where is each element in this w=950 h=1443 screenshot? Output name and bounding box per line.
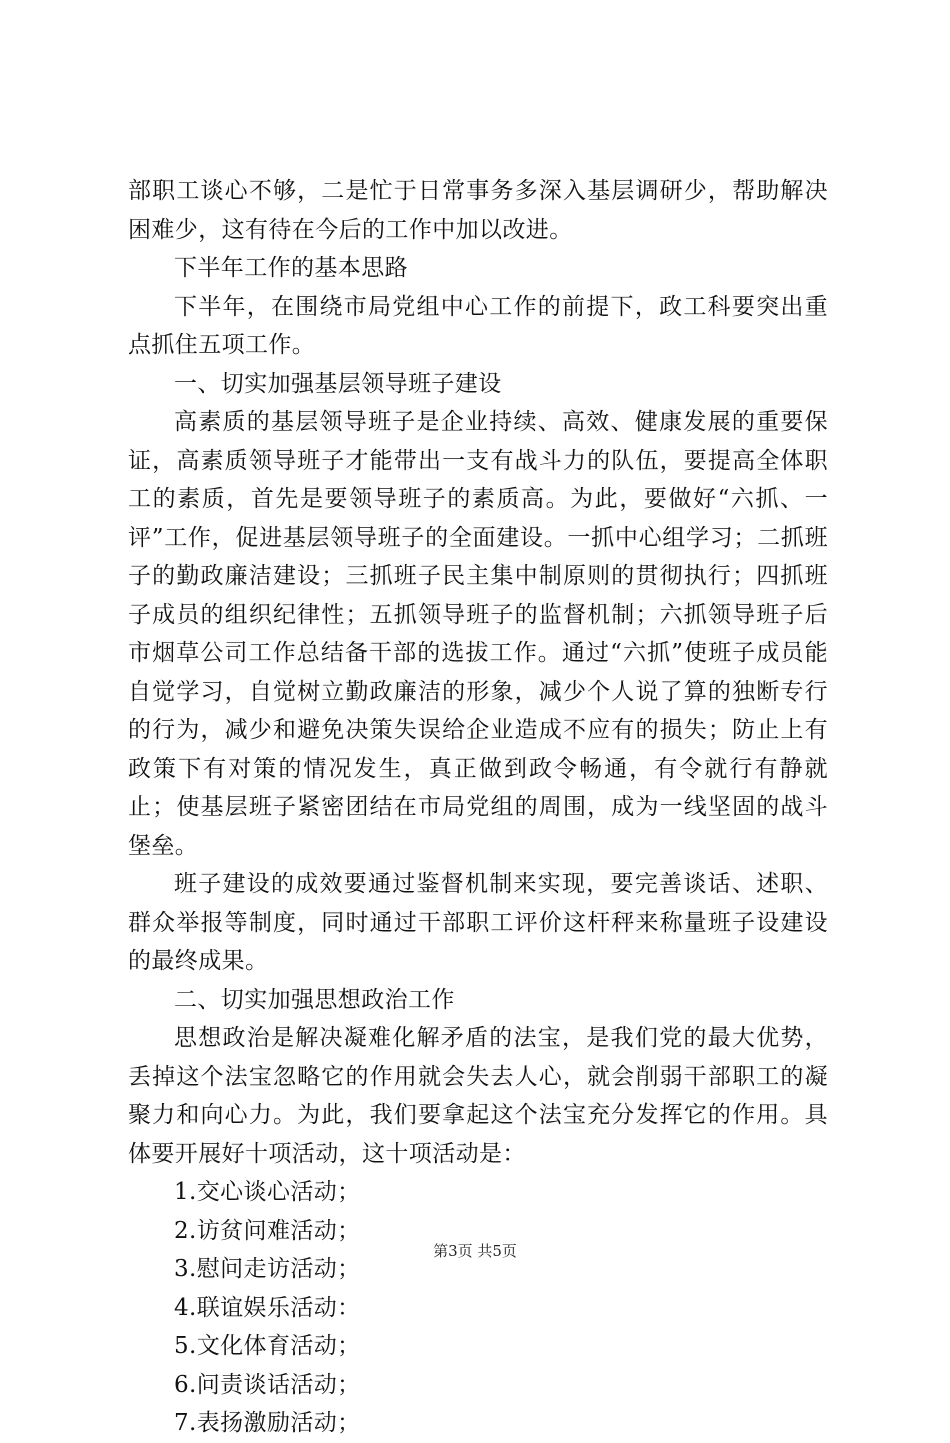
- section-heading: 一、切实加强基层领导班子建设: [174, 370, 502, 397]
- list-item: 3.慰问走访活动；: [174, 1256, 361, 1282]
- paragraph: 高素质的基层领导班子是企业持续、高效、健康发展的重要保证，高素质领导班子才能带出一支有战斗力的队伍，要提高全体职工的素质，首先是要领导班子的素质高。为此，要做好“六抓、一评”工作，促进基层领导班子的全面建设。一抓中心组学习；二抓班子的勤政廉洁建设；三抓班子民主集中制原则的贯彻执行；四抓班子成员的组织纪律性；五抓领导班子的监督机制；六抓领导班子后市烟草公司工作总结备干部的选拔工作。通过“六抓”使班子成员能自觉学习，自觉树立勤政廉洁的形象，减少个人说了算的独断专行的行为，减少和避免决策失误给企业造成不应有的损失；防止上有政策下有对策的情况发生，真正做到政令畅通，有令就行有静就止；使基层班子紧密团结在市局党组的周围，成为一线坚固的战斗堡垒。: [128, 409, 828, 859]
- list-item: 6.问责谈话活动；: [174, 1371, 361, 1398]
- list-item: 4.联谊娱乐活动：: [174, 1294, 361, 1321]
- paragraph: 思想政治是解决凝难化解矛盾的法宝，是我们党的最大优势，丢掉这个法宝忽略它的作用就会失去人心，就会削弱干部职工的凝聚力和向心力。为此，我们要拿起这个法宝充分发挥它的作用。具体要开展好十项活动，这十项活动是：: [128, 1025, 828, 1167]
- paragraph: 班子建设的成效要通过鉴督机制来实现，要完善谈话、述职、群众举报等制度，同时通过干部职工评价这杆秤来称量班子设建设的最终成果。: [128, 871, 828, 974]
- paragraph: 下半年，在围绕市局党组中心工作的前提下，政工科要突出重点抓住五项工作。: [128, 293, 828, 358]
- section-heading: 二、切实加强思想政治工作: [174, 986, 455, 1013]
- section-heading: 下半年工作的基本思路: [174, 255, 408, 281]
- list-item: 5.文化体育活动；: [174, 1333, 361, 1359]
- paragraph: 部职工谈心不够，二是忙于日常事务多深入基层调研少，帮助解决困难少，这有待在今后的工作中加以改进。: [128, 178, 828, 243]
- list-item: 7.表扬激励活动；: [174, 1410, 361, 1436]
- list-item: 2.访贫问难活动；: [174, 1217, 361, 1244]
- page-footer: 第3页 共5页: [433, 1242, 517, 1260]
- list-item: 1.交心谈心活动；: [174, 1179, 361, 1205]
